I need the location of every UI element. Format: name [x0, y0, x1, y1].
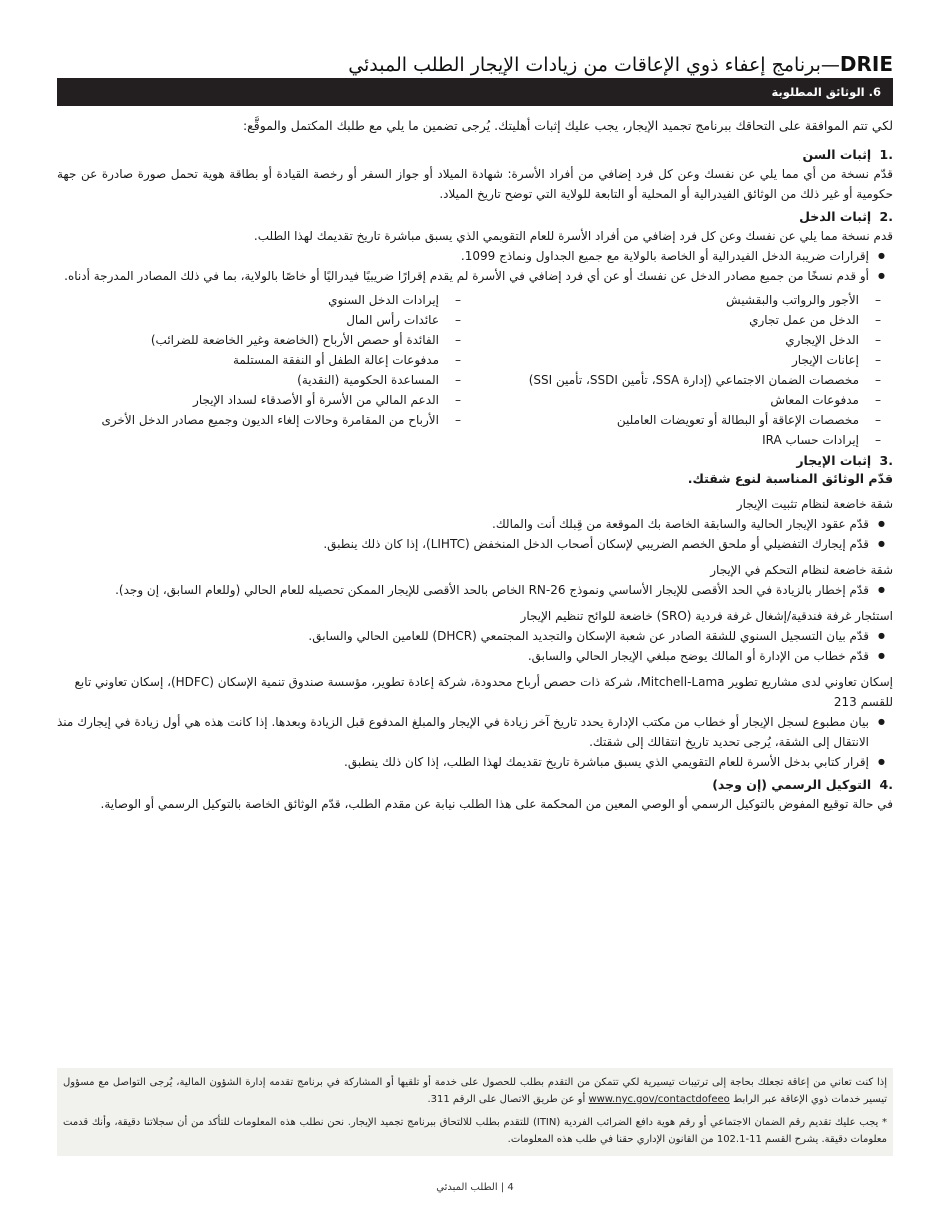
program-title: —برنامج إعفاء ذوي الإعاقات من زيادات الإيجار الطلب المبدئي	[348, 54, 840, 76]
list-item: – مخصصات الضمان الاجتماعي (إدارة SSA، تأمين SSDI، تأمين SSI)	[461, 370, 881, 390]
income-bullets	[57, 246, 885, 286]
program-brand: DRIE	[839, 52, 893, 76]
page-number: 4	[507, 1182, 514, 1193]
footnotes-box	[57, 1068, 893, 1156]
accessibility-note	[63, 1074, 887, 1108]
section-text: قدّم نسخة من أي مما يلي عن نفسك وعن كل فرد إضافي من أفراد الأسرة: شهادة الميلاد أو جواز السفر أو رخصة القيادة أو بطاقة هوية تحمل صورة صادرة عن جهة حكومية أو غير ذلك من الوثائق الفيدرالية أو المحلية أو التابعة للولاية التي توضح تاريخ الميلاد.	[57, 167, 893, 201]
list-item: – إعانات الإيجار	[461, 350, 881, 370]
section-text: قدم نسخة مما يلي عن نفسك وعن كل فرد إضافي من أفراد الأسرة للعام التقويمي الذي يسبق مباشرة تاريخ تقديمك لهذا الطلب.	[253, 229, 893, 243]
section-number: 3.	[879, 453, 893, 468]
accessibility-text: إذا كنت تعاني من إعاقة تجعلك بحاجة إلى ترتيبات تيسيرية لكي تتمكن من التقدم بطلب للحصول على خدمة أو تلقيها أو المشاركة في برنامج تقدمه إدارة الشؤون المالية، يُرجى التواصل مع مسؤول تيسير خدمات ذوي الإعاقة عبر الرابط	[63, 1077, 887, 1105]
list-item: ● إقرار كتابي بدخل الأسرة للعام التقويمي الذي يسبق مباشرة تاريخ تقديمك لهذا الطلب، إذا كان ذلك ينطبق.	[57, 752, 885, 772]
list-item: ● قدّم إخطار بالزيادة في الحد الأقصى للإيجار الأساسي ونموذج RN-26 الخاص بالحد الأقصى للإيجار الممكن تحصيله للعام الحالي (وللعام السابق، إن وجد).	[57, 580, 885, 600]
section-heading	[57, 776, 893, 794]
list-item: – الأجور والرواتب والبقشيش	[461, 290, 881, 310]
ssn-note: * يجب عليك تقديم رقم الضمان الاجتماعي أو رقم هوية دافع الضرائب الفردية (ITIN) للتقدم بطلب للالتحاق ببرنامج تجميد الإيجار. نحن نطلب هذه المعلومات للتأكد من أن سجلاتنا دقيقة، وأنك قدمت معلومات دقيقة. يشرح القسم 11-102.1 من القانون الإداري حقنا في طلب هذه المعلومات.	[63, 1117, 887, 1145]
section-number: 1.	[879, 147, 893, 162]
page-footer	[0, 1178, 950, 1198]
footer-label: الطلب المبدئي	[436, 1182, 498, 1193]
list-item: ● بيان مطبوع لسجل الإيجار أو خطاب من مكتب الإدارة يحدد تاريخ آخر زيادة في الإيجار والمبلغ المدفوع قبل الزيادة وبعدها. إذا كانت هذه هي أول زيادة في إيجارك منذ الانتقال إلى الشقة، يُرجى تحديد تاريخ انتقالك إلى شقتك.	[57, 712, 885, 752]
list-item: – مخصصات الإعاقة أو البطالة أو تعويضات العاملين	[461, 410, 881, 430]
apartment-category-items	[57, 514, 885, 554]
section-number: 2.	[879, 209, 893, 224]
list-item: – الدخل الإيجاري	[461, 330, 881, 350]
list-item: – الدعم المالي من الأسرة أو الأصدقاء لسداد الإيجار	[81, 390, 461, 410]
section-proof-of-age	[57, 146, 893, 204]
section-title: إثبات السن	[802, 147, 872, 162]
accessibility-text-end: أو عن طريق الاتصال على الرقم 311.	[427, 1094, 586, 1105]
apartment-category-label: شقة خاضعة لنظام التحكم في الإيجار	[710, 563, 893, 577]
apartment-category-label: استئجار غرفة فندقية/إشغال غرفة فردية (SRO) خاضعة للوائح تنظيم الإيجار	[520, 609, 893, 623]
section-heading	[57, 208, 893, 226]
section-title: التوكيل الرسمي (إن وجد)	[712, 777, 872, 792]
list-item: – الأرباح من المقامرة وحالات إلغاء الديون وجميع مصادر الدخل الأخرى	[81, 410, 461, 430]
section-title: إثبات الدخل	[799, 209, 872, 224]
apartment-category-items	[57, 712, 885, 772]
contact-link[interactable]: www.nyc.gov/contactdofeeo	[588, 1094, 730, 1105]
intro-paragraph: لكي تتم الموافقة على التحاقك ببرنامج تجميد الإيجار، يجب عليك إثبات أهليتك. يُرجى تضمين ما يلي مع طلبك المكتمل والموقَّع:	[242, 118, 893, 133]
section-header-required-documents: 6. الوثائق المطلوبة	[57, 78, 893, 106]
section-number: 4.	[879, 777, 893, 792]
page-title	[57, 51, 893, 77]
list-item: – مدفوعات إعالة الطفل أو النفقة المستلمة	[81, 350, 461, 370]
section-proof-of-income	[57, 208, 893, 450]
list-item: ● قدّم إيجارك التفضيلي أو ملحق الخصم الضريبي لإسكان أصحاب الدخل المنخفض (LIHTC)، إذا كان ذلك ينطبق.	[57, 534, 885, 554]
list-item: ● قدّم خطاب من الإدارة أو المالك يوضح مبلغي الإيجار الحالي والسابق.	[57, 646, 885, 666]
list-item: ● أو قدم نسخًا من جميع مصادر الدخل عن نفسك أو عن أي فرد إضافي في الأسرة لم يقدم إقرارًا ضريبيًا فيدراليًا أو خاصًا بالولاية، بما في ذلك المصادر المدرجة أدناه.	[57, 266, 885, 286]
section-subtitle: قدّم الوثائق المناسبة لنوع شقتك.	[687, 471, 893, 486]
list-item: – عائدات رأس المال	[81, 310, 461, 330]
list-item: – المساعدة الحكومية (النقدية)	[81, 370, 461, 390]
main-content	[57, 116, 893, 814]
income-sources-column-2	[81, 290, 461, 450]
apartment-category-label: إسكان تعاوني لدى مشاريع تطوير Mitchell-Lama، شركة ذات حصص أرباح محدودة، شركة إعادة تطوير، مؤسسة صندوق تنمية الإسكان (HDFC)، إسكان تعاوني تابع للقسم 213	[74, 675, 893, 709]
list-item: ● قدّم عقود الإيجار الحالية والسابقة الخاصة بك الموقعة من قِبلك أنت والمالك.	[57, 514, 885, 534]
section-heading	[57, 146, 893, 164]
section-proof-of-rent	[57, 452, 893, 772]
section-title: إثبات الإيجار	[796, 453, 872, 468]
list-item: – الدخل من عمل تجاري	[461, 310, 881, 330]
list-item: – الفائدة أو حصص الأرباح (الخاضعة وغير الخاضعة للضرائب)	[81, 330, 461, 350]
income-sources-column-1	[461, 290, 881, 450]
list-item: ● قدّم بيان التسجيل السنوي للشقة الصادر عن شعبة الإسكان والتجديد المجتمعي (DHCR) للعامين الحالي والسابق.	[57, 626, 885, 646]
income-sources	[57, 290, 881, 450]
section-heading	[57, 452, 893, 470]
list-item: – مدفوعات المعاش	[461, 390, 881, 410]
list-item: – إيرادات الدخل السنوي	[81, 290, 461, 310]
section-power-of-attorney	[57, 776, 893, 814]
apartment-category-label: شقة خاضعة لنظام تثبيت الإيجار	[736, 497, 893, 511]
apartment-category-items	[57, 626, 885, 666]
section-text: في حالة توقيع المفوض بالتوكيل الرسمي أو الوصي المعين من المحكمة على هذا الطلب نيابة عن مقدم الطلب، قدّم الوثائق الخاصة بالتوكيل الرسمي أو الوصاية.	[100, 797, 893, 811]
list-item: – إيرادات حساب IRA	[461, 430, 881, 450]
list-item: ● إقرارات ضريبة الدخل الفيدرالية أو الخاصة بالولاية مع جميع الجداول ونماذج 1099.	[57, 246, 885, 266]
apartment-category-items	[57, 580, 885, 600]
footer-separator: |	[500, 1182, 505, 1193]
